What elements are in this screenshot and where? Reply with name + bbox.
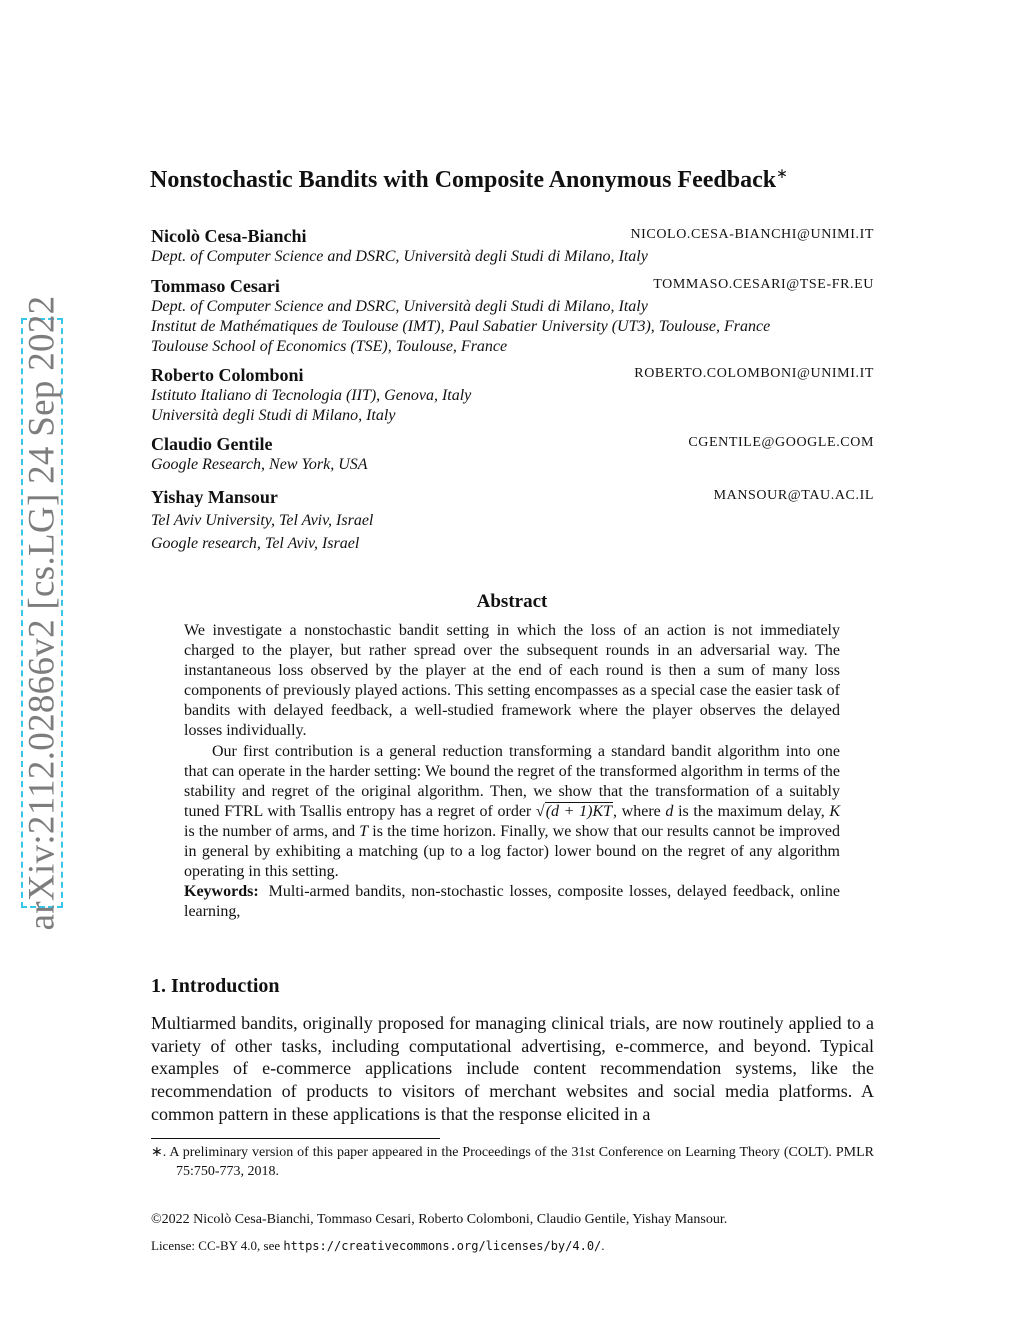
abstract-paragraph [184, 742, 840, 883]
math-symbol: K [829, 802, 841, 820]
keywords-label: Keywords: [184, 883, 259, 901]
section-heading: 1. Introduction [151, 975, 280, 997]
footnote-rule [151, 1138, 440, 1139]
keywords-text: Multi-armed bandits, non-stochastic losses, composite losses, delayed feedback, online learning, [184, 883, 840, 921]
author-name: Roberto Colomboni [151, 365, 304, 385]
license-link[interactable]: https://creativecommons.org/licenses/by/4.0/ [283, 1239, 602, 1253]
author-name: Tommaso Cesari [151, 276, 280, 296]
arxiv-stamp-text: arXiv:2112.02866v2 [cs.LG] 24 Sep 2022 [21, 295, 63, 931]
author-affiliation: Università degli Studi di Milano, Italy [151, 407, 396, 424]
abstract-text: is the time horizon. Finally, we show that our results cannot be improved in general by exhibiting a matching (up to a log factor) lower bound on the regret of any algorithm operating in this setting. [184, 822, 841, 881]
author-affiliation: Toulouse School of Economics (TSE), Toulouse, France [151, 338, 508, 355]
sqrt-argument: (d + 1)KT [545, 802, 613, 820]
author-block [151, 433, 874, 475]
paper-title [150, 166, 890, 194]
sqrt-expression: √(d + 1)KT [535, 802, 613, 820]
paper-title-text: Nonstochastic Bandits with Composite Anonymous Feedback [150, 167, 777, 193]
author-affiliation: Institut de Mathématiques de Toulouse (IMT), Paul Sabatier University (UT3), Toulouse, France [151, 318, 771, 335]
author-name: Claudio Gentile [151, 434, 273, 454]
author-block [151, 486, 874, 554]
author-affiliation: Google Research, New York, USA [151, 456, 368, 473]
author-email[interactable]: MANSOUR@TAU.AC.IL [713, 488, 874, 503]
author-affiliation: Istituto Italiano di Tecnologia (IIT), Genova, Italy [151, 387, 472, 404]
author-name: Yishay Mansour [151, 487, 278, 507]
abstract-text: is the number of arms, and [184, 822, 356, 840]
author-affiliation: Dept. of Computer Science and DSRC, Università degli Studi di Milano, Italy [151, 298, 648, 315]
author-affiliation: Tel Aviv University, Tel Aviv, Israel [151, 512, 374, 529]
footnote: ∗. A preliminary version of this paper appeared in the Proceedings of the 31st Conference on Learning Theory (COLT). PMLR 75:750-773, 2018. [151, 1145, 874, 1179]
author-email[interactable]: CGENTILE@GOOGLE.COM [688, 435, 874, 450]
license-line [151, 1238, 605, 1254]
abstract-text: Our first contribution is a general reduction transforming a standard bandit algorithm into one that can operate in the harder setting: We bound the regret of the transformed algorithm in terms of the stability and regret of the original algorithm. Then, we show that the transformation of a suitably tuned FTRL with Tsallis entropy has a regret of order [184, 742, 840, 820]
author-email[interactable]: TOMMASO.CESARI@TSE-FR.EU [653, 277, 874, 292]
author-email[interactable]: NICOLO.CESA-BIANCHI@UNIMI.IT [630, 227, 874, 242]
author-block [151, 275, 874, 357]
copyright-line: ©2022 Nicolò Cesa-Bianchi, Tommaso Cesari, Roberto Colomboni, Claudio Gentile, Yishay Mansour. [151, 1212, 728, 1227]
author-block [151, 364, 874, 426]
abstract-body [184, 621, 840, 922]
abstract-text: is the maximum delay, [678, 802, 825, 820]
math-symbol: d [665, 802, 674, 820]
abstract-paragraph: We investigate a nonstochastic bandit setting in which the loss of an action is not immediately charged to the player, but rather spread over the subsequent rounds in an adversarial way. The instantaneous loss observed by the player at the end of each round is then a sum of many loss components of previously played actions. This setting encompasses as a special case the easier task of bandits with delayed feedback, a well-studied framework where the player observes the delayed losses individually. [184, 622, 840, 740]
abstract-heading: Abstract [476, 591, 548, 612]
license-prefix: License: CC-BY 4.0, see [151, 1238, 281, 1253]
abstract-text: , where [613, 802, 661, 820]
arxiv-stamp [21, 295, 63, 931]
author-email[interactable]: ROBERTO.COLOMBONI@UNIMI.IT [634, 366, 874, 381]
math-symbol: T [359, 822, 369, 840]
author-affiliation: Dept. of Computer Science and DSRC, Università degli Studi di Milano, Italy [151, 248, 648, 265]
author-affiliation: Google research, Tel Aviv, Israel [151, 535, 360, 552]
title-footnote-mark: ∗ [776, 167, 788, 182]
author-block [151, 225, 874, 267]
author-name: Nicolò Cesa-Bianchi [151, 226, 307, 246]
intro-paragraph: Multiarmed bandits, originally proposed for managing clinical trials, are now routinely applied to a variety of other tasks, including computational advertising, e-commerce, and beyond. Typical examples of e-commerce applications include content recommendation systems, like the recommendation of products to visitors of merchant websites and social media platforms. A common pattern in these applications is that the response elicited in a [151, 1013, 874, 1124]
license-suffix: . [601, 1238, 605, 1253]
keywords [184, 882, 840, 922]
